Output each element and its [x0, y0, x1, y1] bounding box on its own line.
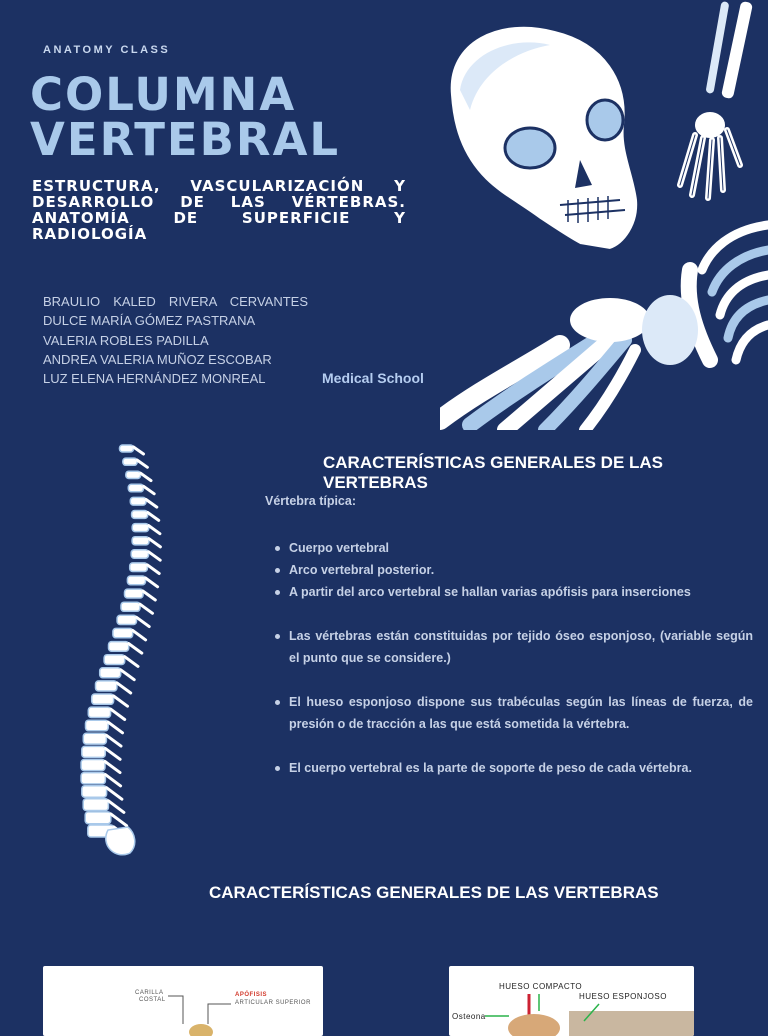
kicker: ANATOMY CLASS	[43, 44, 171, 56]
bone-tissue-diagram	[449, 966, 694, 1036]
subtitle: ESTRUCTURA, VASCULARIZACIÓN Y DESARROLLO DE LAS VÉRTEBRAS. ANATOMÍA DE SUPERFICIE Y RADIOLOGÍA	[32, 177, 406, 243]
bullet-list	[275, 537, 753, 779]
diagram-label: ARTICULAR SUPERIOR	[235, 1000, 311, 1006]
hand-icon	[440, 295, 698, 430]
diagram-label: HUESO COMPACTO	[499, 982, 583, 991]
spine-illustration	[60, 435, 180, 865]
list-item: El hueso esponjoso dispone sus trabéculas según las líneas de fuerza, de presión o de tracción a las que está sometida la vértebra.	[275, 691, 753, 735]
author-item: ANDREA VALERIA MUÑOZ ESCOBAR	[43, 351, 272, 367]
page-title	[30, 68, 341, 166]
author-item: LUZ ELENA HERNÁNDEZ MONREAL	[43, 371, 266, 387]
title-line-2: VERTEBRAL	[30, 113, 341, 166]
spine-icon	[81, 445, 160, 855]
author-item: DULCE MARÍA GÓMEZ PASTRANA	[43, 313, 256, 329]
diagram-lines	[449, 966, 694, 1036]
title-line-1: COLUMNA	[30, 68, 297, 121]
vertebra-diagram	[43, 966, 323, 1036]
section-heading-2: CARACTERÍSTICAS GENERALES DE LAS VERTEBRAS	[209, 883, 659, 902]
list-item: Las vértebras están constituidas por tejido óseo esponjoso, (variable según el punto que se considere.)	[275, 625, 753, 669]
diagram-label: CARILLA	[135, 990, 164, 996]
diagram-label: APÓFISIS	[235, 992, 268, 998]
diagram-label: Osteona	[452, 1012, 486, 1021]
list-item: A partir del arco vertebral se hallan varias apófisis para inserciones	[275, 581, 753, 603]
author-item: BRAULIO KALED RIVERA CERVANTES	[43, 294, 308, 309]
list-item: Cuerpo vertebral	[275, 537, 753, 559]
ribcage-icon	[689, 225, 768, 360]
school-badge: Medical School	[322, 370, 424, 386]
skull-icon	[450, 26, 638, 250]
author-item: VALERIA ROBLES PADILLA	[43, 332, 209, 348]
diagram-lines	[43, 966, 323, 1036]
intro-label: Vértebra típica:	[265, 494, 357, 508]
skeleton-illustration	[440, 0, 768, 430]
list-item: Arco vertebral posterior.	[275, 559, 753, 581]
hand-icon	[680, 0, 754, 198]
diagram-label: HUESO ESPONJOSO	[579, 992, 667, 1001]
diagram-label: COSTAL	[139, 997, 166, 1003]
section-heading: CARACTERÍSTICAS GENERALES DE LAS VERTEBRAS	[323, 453, 664, 492]
list-item: El cuerpo vertebral es la parte de soporte de peso de cada vértebra.	[275, 757, 753, 779]
author-list	[43, 292, 308, 388]
